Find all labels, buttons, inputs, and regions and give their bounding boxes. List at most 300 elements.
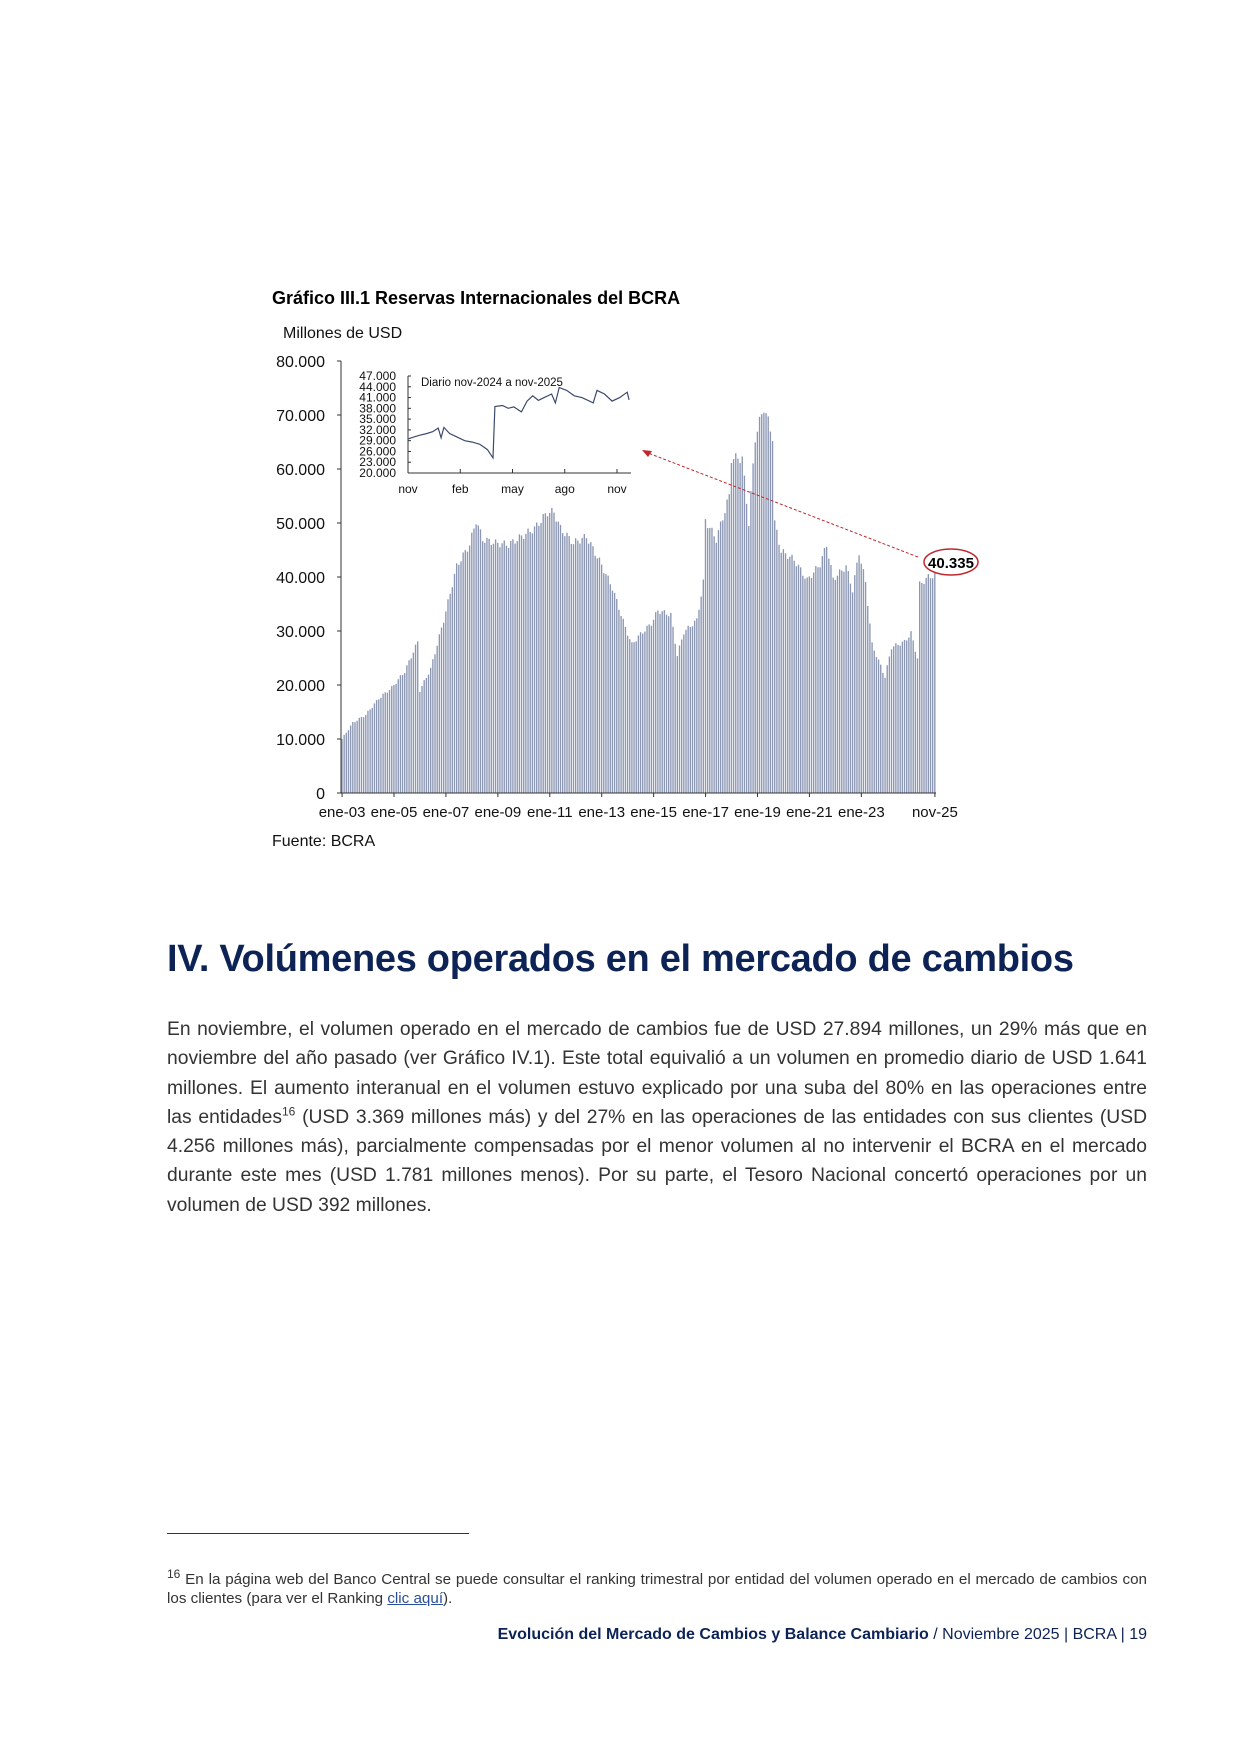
x-tick-label: ene-15 (630, 804, 678, 821)
bar (737, 459, 738, 793)
bar (748, 526, 749, 793)
bar (644, 632, 645, 793)
bar (817, 567, 818, 793)
bar (369, 709, 370, 793)
bar (763, 413, 764, 793)
bar (484, 543, 485, 793)
bar (772, 441, 773, 793)
bar (482, 541, 483, 793)
bar (380, 698, 381, 793)
bar (861, 564, 862, 793)
bar (506, 546, 507, 793)
bar (930, 578, 931, 793)
bar (577, 541, 578, 793)
bar (458, 565, 459, 793)
bar (865, 582, 866, 793)
bar (636, 641, 637, 793)
bar (374, 703, 375, 793)
bar (683, 634, 684, 793)
bar (809, 576, 810, 793)
bar (346, 733, 347, 793)
bar (649, 624, 650, 793)
y-tick-label: 50.000 (276, 516, 325, 533)
inset-y-tick-label: 23.000 (359, 455, 396, 470)
bar (475, 524, 476, 793)
bar (571, 544, 572, 793)
bar (465, 550, 466, 793)
bar (560, 525, 561, 793)
bar (421, 686, 422, 793)
bar (478, 525, 479, 793)
bar (854, 575, 855, 793)
bar (893, 646, 894, 793)
bar (789, 557, 790, 793)
bar (925, 578, 926, 793)
bar (343, 735, 344, 793)
bar (530, 532, 531, 793)
bar (722, 520, 723, 793)
bar (765, 413, 766, 793)
bar (876, 657, 877, 793)
bar (512, 539, 513, 793)
footnote-divider (167, 1533, 469, 1534)
bar (791, 555, 792, 793)
bar (900, 646, 901, 793)
bar (350, 726, 351, 793)
bar (527, 529, 528, 793)
bar (891, 649, 892, 793)
bar (837, 576, 838, 793)
bar (469, 545, 470, 793)
bar (692, 626, 693, 793)
inset-y-tick-label: 41.000 (359, 390, 396, 405)
bar (495, 539, 496, 793)
reserves-chart (0, 0, 1241, 830)
bar (549, 513, 550, 793)
bar (902, 642, 903, 793)
bar (813, 572, 814, 793)
bar (832, 578, 833, 793)
bar (776, 530, 777, 793)
bar (806, 577, 807, 793)
bar (614, 593, 615, 793)
inset-x-tick-label: nov (607, 482, 627, 496)
bar (794, 561, 795, 793)
bar (711, 528, 712, 793)
bar (675, 644, 676, 793)
y-tick-label: 20.000 (276, 678, 325, 695)
footnote-number: 16 (167, 1566, 181, 1581)
inset-y-tick-label: 35.000 (359, 412, 396, 427)
bar (804, 579, 805, 793)
bar (904, 640, 905, 793)
bar (932, 578, 933, 793)
bar (731, 463, 732, 793)
bar (858, 555, 859, 793)
inset-chart (355, 368, 637, 498)
bar (603, 573, 604, 793)
bar (726, 500, 727, 793)
bar (720, 522, 721, 793)
bar (781, 553, 782, 793)
bar (480, 529, 481, 793)
bar (824, 548, 825, 793)
bar (742, 457, 743, 793)
bar (376, 700, 377, 793)
bar (746, 504, 747, 793)
bar (408, 660, 409, 793)
y-tick-label: 80.000 (276, 354, 325, 371)
bar (852, 592, 853, 793)
bar (404, 673, 405, 793)
bar (651, 626, 652, 793)
bar (365, 715, 366, 793)
footer-title: Evolución del Mercado de Cambios y Balance Cambiario (497, 1626, 929, 1643)
bar (352, 722, 353, 793)
bar (501, 543, 502, 793)
bar (462, 552, 463, 793)
bar (601, 565, 602, 793)
bar (913, 640, 914, 793)
bar (430, 668, 431, 793)
bar (750, 491, 751, 793)
bar (802, 576, 803, 793)
bar (757, 432, 758, 793)
bar (411, 658, 412, 793)
section-heading: IV. Volúmenes operados en el mercado de cambios (167, 938, 1074, 980)
bar (629, 639, 630, 793)
bar (787, 559, 788, 793)
bar (354, 722, 355, 793)
bar (657, 611, 658, 793)
bar (590, 542, 591, 793)
bar (677, 656, 678, 793)
bar (882, 673, 883, 793)
bar (579, 544, 580, 793)
bar (707, 528, 708, 793)
bar (845, 565, 846, 793)
bar (400, 675, 401, 793)
x-tick-label: nov-25 (911, 804, 958, 821)
bar (536, 522, 537, 793)
bar (670, 613, 671, 793)
inset-x-tick-label: may (501, 482, 524, 496)
bar (413, 653, 414, 793)
bar (863, 569, 864, 793)
ranking-link[interactable]: clic aquí (387, 1590, 444, 1607)
bar (618, 610, 619, 793)
bar (417, 641, 418, 793)
bar (642, 634, 643, 793)
bar (566, 533, 567, 793)
bar (752, 463, 753, 793)
bar (543, 514, 544, 793)
inset-y-tick-label: 38.000 (359, 401, 396, 416)
bar (921, 583, 922, 793)
bar (716, 543, 717, 793)
bar (696, 618, 697, 793)
inset-y-tick-label: 20.000 (359, 466, 396, 480)
inset-y-tick-label: 29.000 (359, 433, 396, 448)
bar (456, 563, 457, 793)
bar (564, 536, 565, 793)
inset-x-tick-label: feb (451, 482, 469, 496)
bar (586, 538, 587, 793)
bar (491, 545, 492, 793)
x-tick-label: ene-09 (474, 804, 522, 821)
bar (811, 578, 812, 793)
bar (510, 541, 511, 793)
bar (679, 645, 680, 793)
annotation-arrow (648, 453, 918, 557)
bar (655, 612, 656, 793)
bar (895, 643, 896, 793)
bar (393, 685, 394, 793)
bar (755, 442, 756, 793)
bar (488, 539, 489, 793)
bar (616, 599, 617, 793)
bar (887, 665, 888, 793)
bar (796, 566, 797, 793)
y-axis-label: Millones de USD (283, 325, 403, 342)
bar (685, 630, 686, 793)
bar (819, 567, 820, 793)
bar (915, 652, 916, 793)
bar (581, 538, 582, 793)
x-tick-label: ene-23 (837, 804, 885, 821)
annotation-label: 40.335 (928, 555, 974, 572)
bar (521, 535, 522, 793)
bar (908, 638, 909, 793)
bar (666, 615, 667, 793)
bar (768, 416, 769, 793)
bar (850, 584, 851, 793)
bar (426, 678, 427, 793)
bar (519, 534, 520, 793)
bar (449, 594, 450, 793)
bar (514, 544, 515, 793)
y-tick-label: 30.000 (276, 624, 325, 641)
bar (687, 626, 688, 793)
bar (428, 675, 429, 793)
bar (835, 580, 836, 793)
bar (625, 627, 626, 793)
bar (659, 614, 660, 793)
bar (592, 546, 593, 793)
bar (623, 619, 624, 793)
bar (348, 730, 349, 793)
bar (884, 678, 885, 793)
bar (406, 665, 407, 793)
bar (367, 711, 368, 793)
y-tick-label: 70.000 (276, 408, 325, 425)
bar (709, 528, 710, 793)
bar (467, 552, 468, 793)
paragraph-part: En noviembre, el volumen operado en el mercado de cambios fue de USD 27.894 millones, un 29% más que en noviembre del año pasado (ver Gráfico IV.1). Este total equivalió a un volumen en promedio diario de USD 1.641 millones. El aumento interanual en el volumen estuvo explicado por una suba del 80% en las operaciones entre las entidades (167, 1019, 1147, 1128)
chart-title: Gráfico III.1 Reservas Internacionales del BCRA (272, 288, 681, 308)
bar (341, 739, 342, 793)
bar (612, 591, 613, 793)
bar (562, 533, 563, 793)
bar (774, 520, 775, 793)
x-tick-label: ene-11 (526, 804, 573, 821)
bar (452, 587, 453, 793)
bar (486, 538, 487, 793)
bar (690, 627, 691, 793)
bar (681, 640, 682, 793)
bar (387, 693, 388, 793)
bar (785, 553, 786, 793)
bar (594, 556, 595, 793)
y-tick-label: 0 (316, 786, 325, 803)
y-tick-label: 60.000 (276, 462, 325, 479)
bar (713, 536, 714, 793)
bar (739, 463, 740, 793)
bar (828, 559, 829, 793)
bar (627, 636, 628, 793)
inset-y-tick-label: 47.000 (359, 369, 396, 383)
bar (880, 665, 881, 793)
bar (437, 646, 438, 793)
x-tick-label: ene-19 (734, 804, 781, 821)
bar (640, 632, 641, 793)
bar (733, 459, 734, 793)
bar (460, 561, 461, 793)
bar (744, 476, 745, 793)
bar (919, 581, 920, 793)
bar (729, 494, 730, 793)
bar (646, 626, 647, 793)
inset-y-tick-label: 26.000 (359, 444, 396, 459)
footer-info: / Noviembre 2025 | BCRA | 19 (928, 1626, 1147, 1643)
bar (856, 563, 857, 793)
bar (700, 597, 701, 793)
bar (800, 567, 801, 793)
bar (545, 513, 546, 793)
bar (415, 645, 416, 793)
bar (434, 654, 435, 793)
footnote-text: En la página web del Banco Central se puede consultar el ranking trimestral por entidad del volumen operado en el mercado de cambios con los clientes (para ver el Ranking (167, 1571, 1147, 1607)
bar (553, 513, 554, 793)
bar (382, 694, 383, 793)
bar (424, 680, 425, 793)
bar (633, 642, 634, 793)
bar (897, 645, 898, 793)
y-tick-label: 10.000 (276, 732, 325, 749)
bar (551, 508, 552, 793)
bar (389, 690, 390, 793)
bar (761, 414, 762, 793)
chart-source: Fuente: BCRA (272, 833, 376, 850)
bar (356, 721, 357, 793)
inset-x-tick-label: ago (554, 482, 575, 496)
bar (447, 599, 448, 793)
bar (620, 616, 621, 793)
x-tick-label: ene-13 (578, 804, 626, 821)
bar (372, 708, 373, 793)
bar (419, 692, 420, 793)
bar (532, 533, 533, 793)
footnote-ref[interactable]: 16 (282, 1104, 296, 1119)
bar (575, 538, 576, 793)
inset-y-tick-label: 32.000 (359, 422, 396, 437)
bar (568, 536, 569, 793)
bar (631, 642, 632, 793)
x-tick-label: ene-17 (682, 804, 729, 821)
bar (534, 526, 535, 793)
bar (538, 526, 539, 793)
bar (874, 651, 875, 793)
bar (517, 541, 518, 793)
bar (843, 572, 844, 793)
bar (724, 513, 725, 793)
bar (588, 544, 589, 793)
inset-title: Diario nov-2024 a nov-2025 (421, 377, 563, 389)
bar (841, 571, 842, 793)
bar (605, 574, 606, 793)
bar (610, 584, 611, 793)
bar (391, 686, 392, 793)
bar (493, 544, 494, 793)
bar (597, 558, 598, 793)
bar (525, 534, 526, 793)
footnote-end: ). (443, 1590, 453, 1607)
bar (934, 573, 935, 793)
bar (432, 659, 433, 793)
bar (822, 556, 823, 793)
bar (694, 621, 695, 793)
bar (523, 539, 524, 793)
bar (698, 610, 699, 793)
bar (508, 548, 509, 793)
bar (473, 529, 474, 793)
bar (398, 679, 399, 793)
bar (668, 616, 669, 793)
bar (867, 606, 868, 793)
bar (558, 522, 559, 793)
inset-x-tick-label: nov (398, 482, 418, 496)
paragraph-part: (USD 3.369 millones más) y del 27% en las operaciones de las entidades con sus clientes (USD 4.256 millones más), parcialmente compensadas por el menor volumen al no intervenir el BCRA en el mercado durante este mes (USD 1.781 millones menos). Por su parte, el Tesoro Nacional concertó operaciones por un volumen de USD 392 millones. (167, 1106, 1147, 1216)
bar (573, 544, 574, 793)
bar (653, 620, 654, 793)
bar (759, 417, 760, 793)
bar (826, 547, 827, 793)
bar (471, 533, 472, 793)
bar (445, 611, 446, 793)
bar (359, 718, 360, 793)
footnote (167, 1566, 1147, 1608)
bar (798, 565, 799, 793)
page-footer (498, 1626, 1147, 1644)
bar (703, 580, 704, 793)
x-tick-label: ene-21 (786, 804, 833, 821)
bar (395, 684, 396, 793)
bar (878, 660, 879, 793)
bar (504, 540, 505, 793)
bar (439, 634, 440, 793)
bar (584, 534, 585, 793)
bar (778, 545, 779, 793)
bar (361, 717, 362, 793)
bar (718, 530, 719, 793)
bar (499, 547, 500, 793)
bar (928, 574, 929, 793)
bar (378, 699, 379, 793)
bar (607, 576, 608, 793)
bar (848, 571, 849, 793)
bar (839, 569, 840, 793)
bar (783, 549, 784, 793)
